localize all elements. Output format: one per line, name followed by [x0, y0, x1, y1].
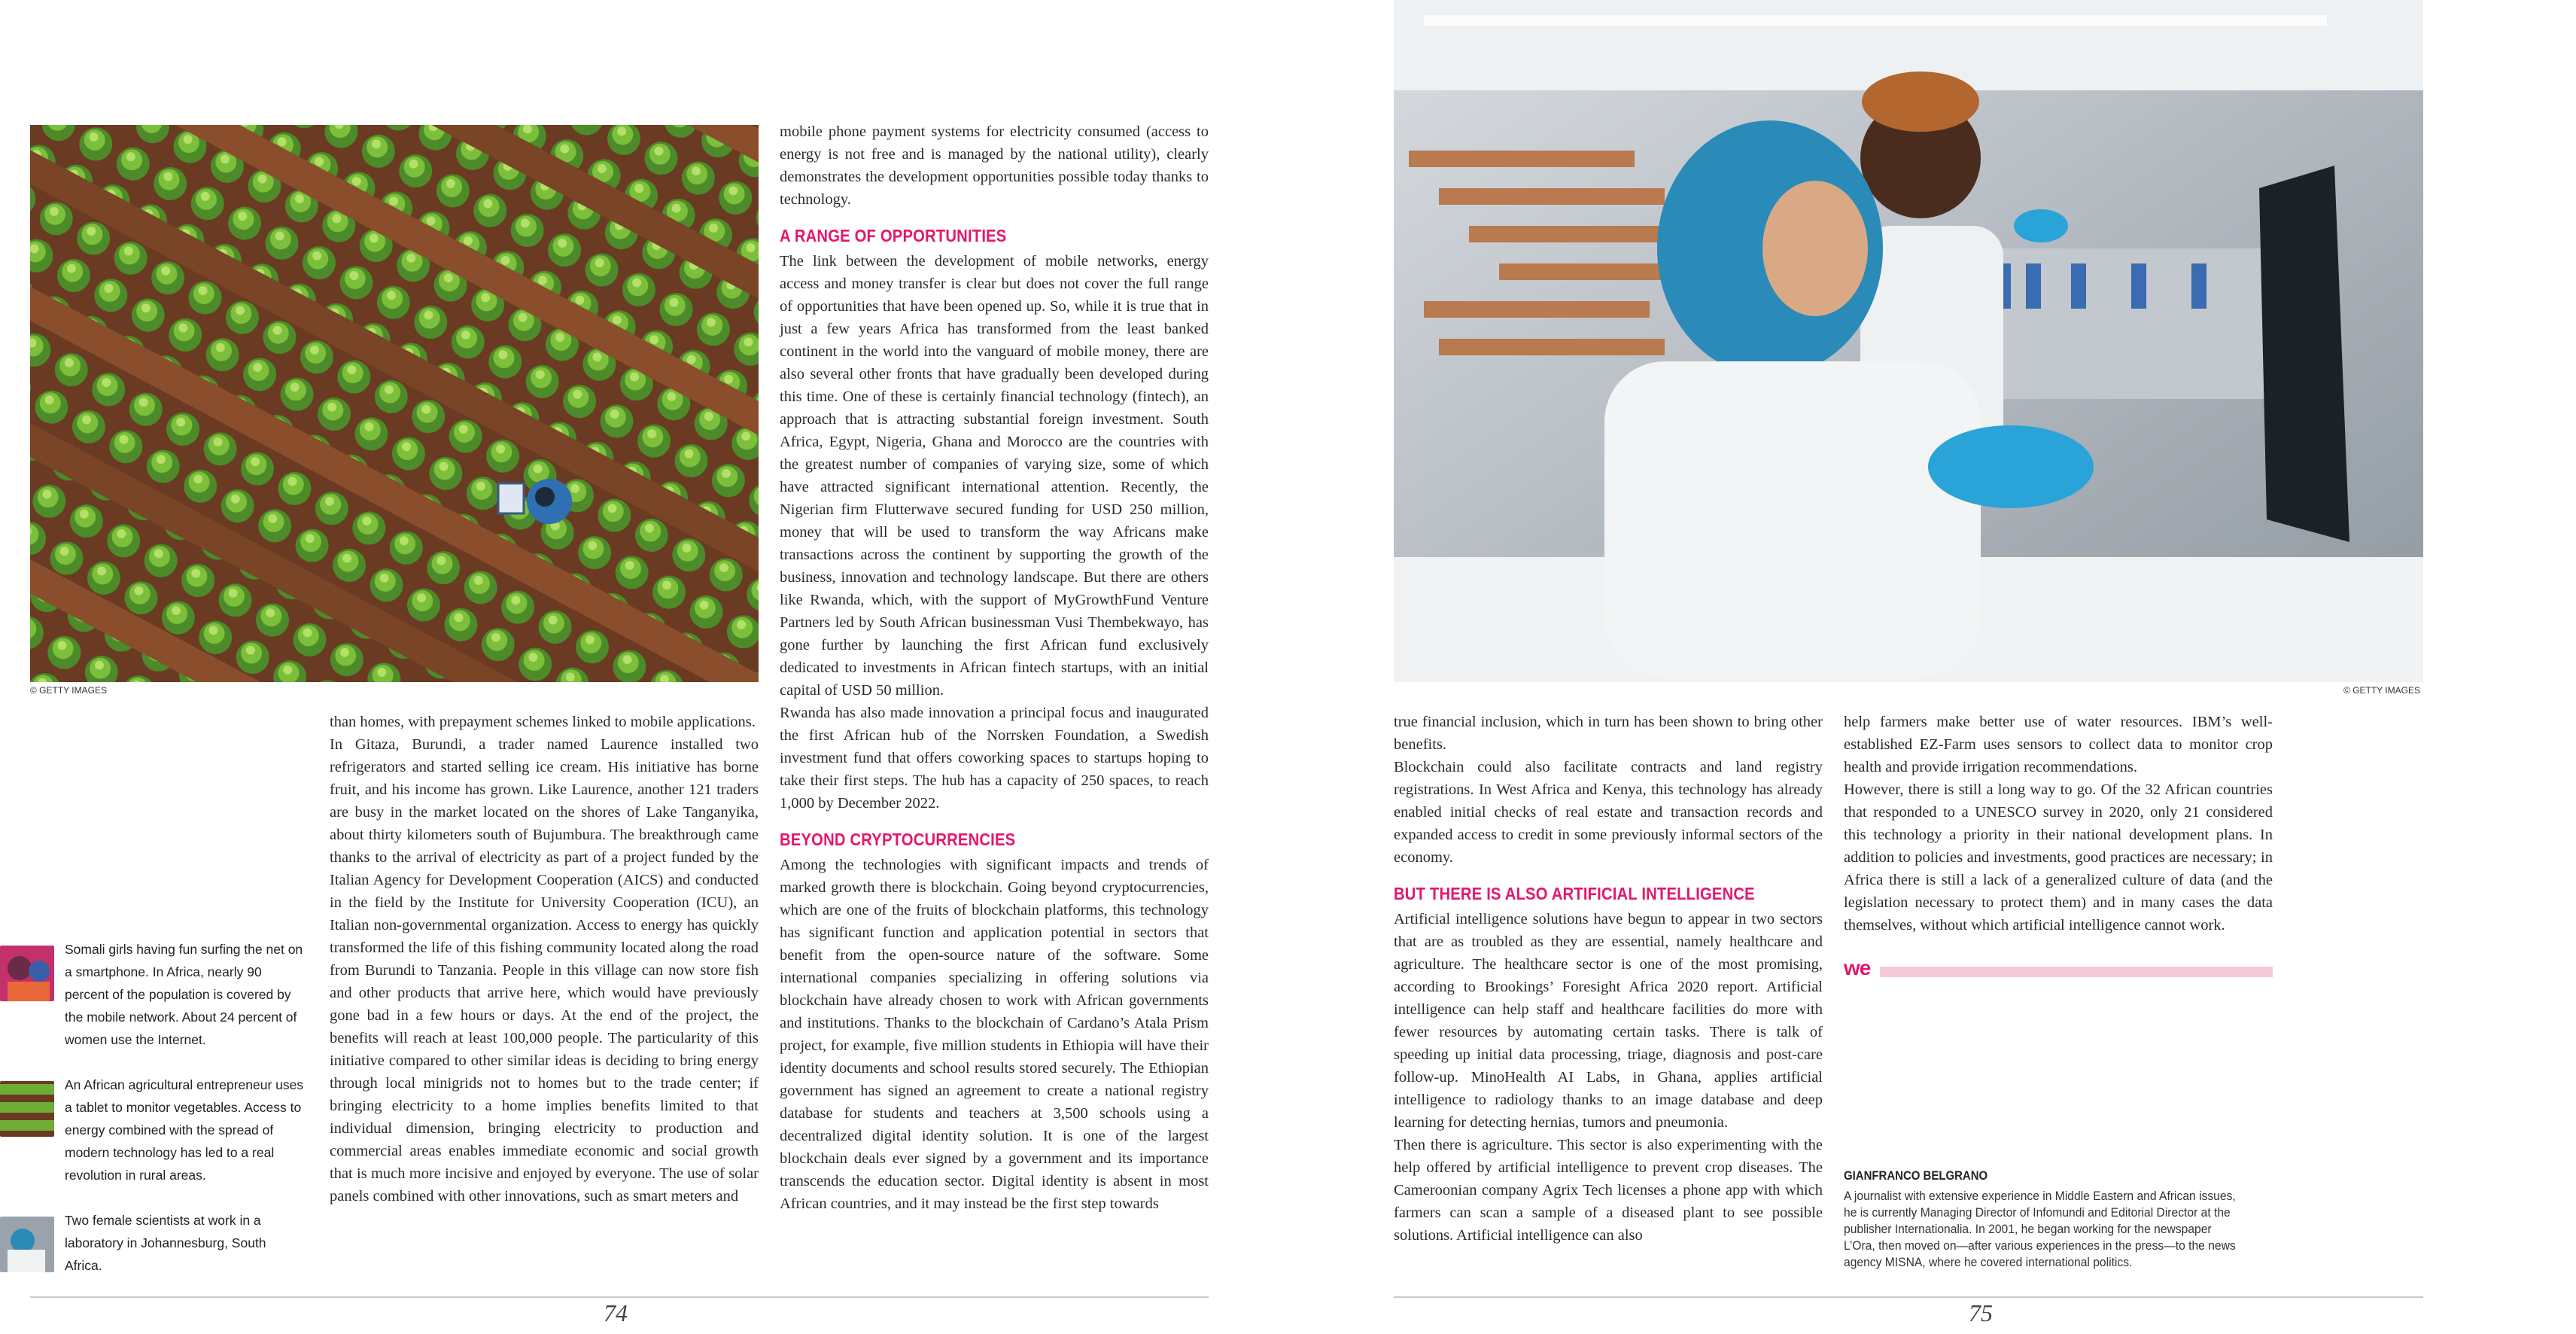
section-heading: BEYOND CRYPTOCURRENCIES [780, 830, 1016, 849]
footer-rule-left [30, 1296, 1209, 1298]
paragraph: true financial inclusion, which in turn has been shown to bring other benefits. [1394, 714, 1823, 753]
article-column-1 [330, 711, 759, 1208]
paragraph: Then there is agriculture. This sector is also experimenting with the help offered by artificial intelligence to prevent crop diseases. The Cameroonian company Agrix Tech licenses a phone app with which farmers can scan a sample of a diseased plant to see possible solutions. Artificial intelligence can also [1394, 1137, 1823, 1244]
section-heading: BUT THERE IS ALSO ARTIFICIAL INTELLIGENCE [1394, 884, 1755, 903]
author-name: GIANFRANCO BELGRANO [1844, 1168, 1988, 1183]
footer-rule-right [1394, 1296, 2423, 1298]
paragraph: In Gitaza, Burundi, a trader named Laurence installed two refrigerators and started selling ice cream. His initiative has borne fruit, and his income has grown. Like Laurence, another 121 traders are busy in the market located on the shores of Lake Tanganyika, about thirty kilometers south of Bujumbura. The breakthrough came thanks to the arrival of electricity as part of a project funded by the Italian Agency for Development Cooperation (AICS) and conducted in the field by the Institute for University Cooperation (ICU), an Italian non-governmental organization. Access to energy has quickly transformed the life of this fishing community located along the road from Burundi to Tanzania. People in this village can now store fish and other products that arrive here, which would have previously gone bad in a few hours or days. At the end of the project, the benefits will reach at least 100,000 people. The particularity of this initiative compared to other similar ideas is deciding to bring energy through local minigrids not to homes but to the trade center; if bringing electricity to a home implies benefits limited to that individual dimension, bringing electricity to production and commercial areas enables immediate economic and social growth that is much more incisive and enjoyed by everyone. The use of solar panels combined with other innovations, such as smart meters and [330, 736, 759, 1205]
paragraph: Blockchain could also facilitate contracts and land registry registrations. In West Africa and Kenya, this technology has already enabled initial checks of real estate and transaction records and expanded access to credit in some previously informal sectors of the economy. [1394, 759, 1823, 866]
article-column-3 [1394, 711, 1823, 1247]
paragraph: help farmers make better use of water resources. IBM’s well-established EZ-Farm uses sensors to collect data to monitor crop health and provide irrigation recommendations. [1844, 714, 2273, 775]
paragraph: than homes, with prepayment schemes linked to mobile applications. [330, 714, 756, 730]
article-column-4 [1844, 711, 2273, 937]
end-mark-logo: we [1844, 956, 1871, 979]
photo-credit-left: © GETTY IMAGES [30, 685, 107, 696]
paragraph: Rwanda has also made innovation a principal focus and inaugurated the first African hub of the Norrsken Foundation, a Swedish investment fund that offers coworking spaces to startups hoping to take their first steps. The hub has a capacity of 250 spaces, to reach 1,000 by December 2022. [780, 705, 1209, 812]
page-number-left: 74 [604, 1299, 628, 1326]
paragraph: mobile phone payment systems for electricity consumed (access to energy is not free and is managed by the national utility), clearly demonstrates the development opportunities possible today thanks to technology. [780, 123, 1209, 208]
section-heading: A RANGE OF OPPORTUNITIES [780, 226, 1007, 245]
author-bio: A journalist with extensive experience in Middle Eastern and African issues, he is currently Managing Director of Infomundi and Editorial Director at the publisher Internationalia. In 2001, he began working for the newspaper L’Ora, then moved on—after various experiences in the press—to the news agency MISNA, where he covered international politics. [1844, 1189, 2236, 1269]
caption-field: An African agricultural entrepreneur uses a tablet to monitor vegetables. Access to energy combined with the spread of modern technology has led to a real revolution in rural areas. [65, 1077, 304, 1183]
caption-girls: Somali girls having fun surfing the net on a smartphone. In Africa, nearly 90 percent of the population is covered by the mobile network. About 24 percent of women use the Internet. [65, 942, 303, 1047]
caption-thumb-lab [0, 1217, 54, 1272]
paragraph: Artificial intelligence solutions have begun to appear in two sectors that are as troubled as they are essential, namely healthcare and agriculture. The healthcare sector is one of the most promising, according to Brookings’ Foresight Africa 2020 report. Artificial intelligence can help staff and healthcare facilities do more with fewer resources by automating certain tasks. There is talk of speeding up initial data processing, triage, diagnosis and post-care follow-up. MinoHealth AI Labs, in Ghana, applies artificial intelligence to radiology thanks to an image database and deep learning for detecting hernias, tumors and pneumonia. [1394, 911, 1823, 1131]
page-number-right: 75 [1969, 1299, 1993, 1326]
end-mark-bar [1880, 967, 2273, 977]
article-column-2 [780, 120, 1209, 1215]
photo-aerial-field [30, 125, 759, 682]
photo-lab-scientists [1394, 0, 2423, 682]
paragraph: Among the technologies with significant impacts and trends of marked growth there is blockchain. Going beyond cryptocurrencies, which are one of the fruits of blockchain platforms, this technology has significant function and application potential in sectors that benefit from the open-source nature of the software. Some international companies specializing in offering solutions via blockchain have already chosen to work with African governments and institutions. Thanks to the blockchain of Cardano’s Atala Prism project, for example, five million students in Ethiopia will have their identity documents and school results stored securely. The Ethiopian government has signed an agreement to create a national registry database for students and teachers at 3,500 schools using a decentralized digital identity solution. It is one of the largest blockchain deals ever signed by a government and its importance transcends the education sector. Digital identity is absent in most African countries, and it may instead be the first step towards [780, 857, 1209, 1212]
photo-credit-right: © GETTY IMAGES [2343, 685, 2420, 696]
caption-thumb-field [0, 1081, 54, 1137]
paragraph: However, there is still a long way to go. Of the 32 African countries that responded to a UNESCO survey in 2020, only 21 considered this technology a priority in their national development plans. In addition to policies and investments, good practices are necessary; in Africa there is still a lack of a generalized culture of data (and the legislation necessary to protect them) and in many cases the data themselves, without which artificial intelligence cannot work. [1844, 781, 2273, 933]
caption-lab: Two female scientists at work in a laboratory in Johannesburg, South Africa. [65, 1213, 266, 1273]
paragraph: The link between the development of mobile networks, energy access and money transfer is clear but does not cover the full range of opportunities that have been opened up. So, while it is true that in just a few years Africa has transformed from the least banked continent in the world into the vanguard of mobile money, there are also several other fronts that have gradually been developed during this time. One of these is certainly financial technology (fintech), an approach that is attracting substantial foreign investment. South Africa, Egypt, Nigeria, Ghana and Morocco are the countries with the greatest number of companies of varying size, some of which have attracted significant international attention. Recently, the Nigerian firm Flutterwave secured funding for USD 250 million, money that will be used to transform the way Africans make transactions across the continent by supporting the growth of the business, innovation and technology landscape. But there are others like Rwanda, which, with the support of MyGrowthFund Venture Partners led by South African businessman Vusi Thembekwayo, has gone further by launching the first African fund exclusively dedicated to investments in African fintech startups, with an initial capital of USD 50 million. [780, 253, 1209, 699]
caption-thumb-girls [0, 946, 54, 1001]
end-mark [1844, 956, 2273, 982]
